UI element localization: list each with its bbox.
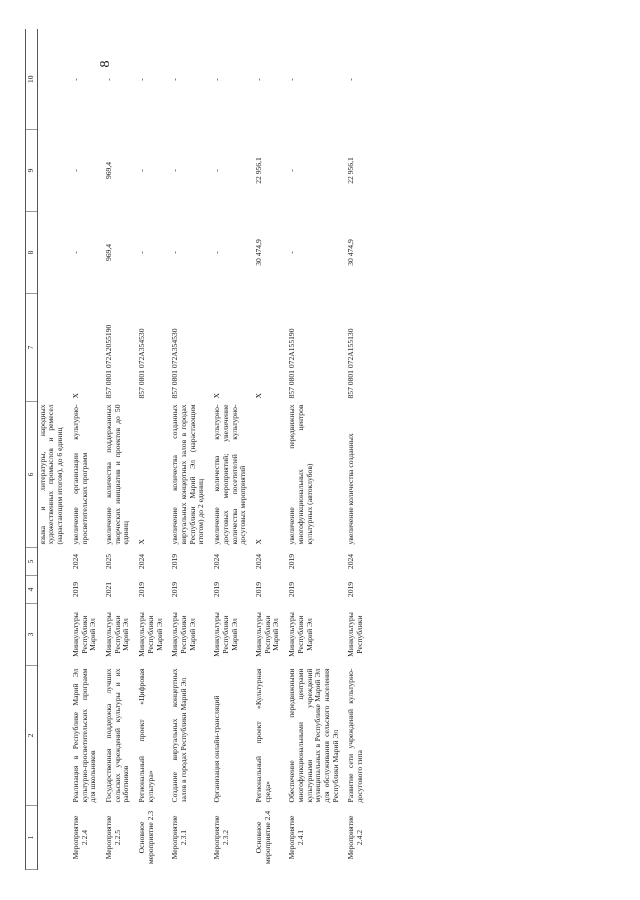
table-row (170, 30, 212, 870)
table-cell-c5: 2019 (287, 553, 297, 570)
table-cell-c4: 2019 (170, 581, 180, 598)
table-cell-c5: 2024 (70, 553, 80, 570)
table-cell-c3: Минкультуры Республики Марий Эл (103, 612, 131, 657)
table-cell-c1: Мероприятие 2.4.1 (287, 815, 305, 860)
table-cell-c8: 30 474,9 (346, 239, 356, 266)
table-cell-c6: языка и литературы, народных художественных промыслов и ремесел (нарастающим итогом), до 6 единиц (37, 404, 65, 545)
table-cell-c1: Мероприятие 2.2.5 (103, 815, 122, 860)
table-cell-c7: 857 0801 072A2055190 (103, 324, 113, 399)
table-cell-c8: 30 474,9 (254, 239, 263, 266)
table-cell-c7: X (254, 393, 263, 399)
table-cell-c2: Организация онлайн-трансляций (212, 695, 222, 803)
col-header: 5 (26, 548, 38, 576)
table-cell-c9: - (287, 169, 297, 172)
table-cell-c5: 2024 (346, 553, 356, 570)
table-cell-c3: Минкультуры Республики (346, 612, 365, 657)
table-cell-c7: X (212, 393, 222, 399)
table-cell-c3: Минкультуры Республики Марий Эл (137, 612, 164, 657)
col-header: 3 (26, 604, 38, 666)
table-cell-c4: 2019 (254, 581, 263, 598)
table-cell-c7: 857 0801 072A155130 (346, 328, 356, 399)
column-number-header (26, 30, 38, 870)
table-cell-c9: - (170, 169, 180, 172)
table-cell-c1: Основное мероприятие 2.3 (137, 810, 155, 865)
table-cell-c9: - (137, 169, 147, 172)
table-cell-c10: - (346, 78, 356, 81)
page-number: 8 (98, 60, 113, 68)
table-cell-c2: Региональный проект «Цифровая культура» (137, 668, 155, 803)
program-table (25, 30, 371, 871)
table-cell-c4: 2019 (287, 581, 297, 598)
table-cell-c10: - (287, 78, 297, 81)
table-cell-c8 (37, 212, 71, 294)
table-cell-c5: 2025 (103, 553, 113, 570)
col-header: 7 (26, 294, 38, 402)
table-row (254, 30, 287, 870)
table-cell-c6: увеличение количества созданных (346, 433, 356, 545)
table-cell-c8: - (212, 251, 222, 254)
table-cell-c10: - (103, 78, 113, 81)
table-cell-c7 (37, 294, 71, 402)
table-cell-c8: 969,4 (103, 243, 113, 262)
table-cell-c2: Развитие сети учреждений культурно-досугового типа (346, 668, 365, 803)
col-header: 2 (26, 666, 38, 806)
table-cell-c9: 22 956,1 (254, 157, 263, 184)
table-cell-c8: - (287, 251, 297, 254)
table-cell-c3: Минкультуры Республики Марий Эл (170, 612, 197, 657)
table-cell-c6: увеличение передвижных многофункциональных центров культурных (автоклубов) (287, 404, 314, 545)
col-header: 8 (26, 212, 38, 294)
col-header: 4 (26, 576, 38, 604)
table-cell-c5: 2024 (137, 553, 147, 570)
table-row (287, 30, 346, 870)
table-cell-c10: - (212, 78, 222, 81)
table-cell-c10: - (70, 78, 80, 81)
col-header: 10 (26, 30, 38, 130)
table-row (104, 30, 137, 870)
table-cell-c4: 2019 (137, 581, 147, 598)
table-cell-c1: Основное мероприятие 2.4 (254, 810, 272, 865)
table-cell-c8: - (170, 251, 180, 254)
rotated-table-sheet (25, 30, 615, 870)
table-cell-c4: 2019 (70, 581, 80, 598)
table-cell-c4 (37, 576, 71, 604)
table-cell-c8: - (70, 251, 80, 254)
table-cell-c5: 2019 (170, 553, 180, 570)
table-row (71, 30, 104, 870)
table-cell-c2: Обеспечение передвижными многофункциональными центрами культурными учреждений муниципальных в Республике Марий Эл для обслуживания сельского населения Республики Марий Эл (287, 668, 340, 803)
table-cell-c5 (37, 548, 71, 576)
table-cell-c3: Минкультуры Республики Марий Эл (70, 612, 98, 657)
table-cell-c10: - (170, 78, 180, 81)
table-cell-c6: X (137, 539, 147, 545)
table-cell-c2: Государственная поддержка лучших сельских учреждений культуры и их работников (103, 668, 131, 803)
table-cell-c1: Мероприятие 2.4.2 (346, 815, 365, 860)
table-cell-c2 (37, 666, 71, 806)
table-cell-c7: 857 0801 072A354530 (170, 328, 180, 399)
table-cell-c3: Минкультуры Республики Марий Эл (287, 612, 314, 657)
table-cell-c9: 969,4 (103, 161, 113, 180)
table-cell-c8: - (137, 251, 147, 254)
table-row (137, 30, 170, 870)
table-cell-c5: 2024 (212, 553, 222, 570)
table-cell-c6: увеличение количества поддержанных творческих инициатив и проектов до 50 единиц (103, 404, 131, 545)
table-cell-c9 (37, 130, 71, 212)
table-cell-c1: Мероприятие 2.3.1 (170, 815, 188, 860)
table-cell-c4: 2019 (212, 581, 222, 598)
table-cell-c4: 2021 (103, 581, 113, 598)
table-cell-c10: - (137, 78, 147, 81)
table-cell-c10 (37, 30, 71, 130)
table-cell-c7: 857 0801 072A354530 (137, 328, 147, 399)
col-header: 9 (26, 130, 38, 212)
table-cell-c6: увеличение количества созданных виртуальных концертных залов в городах Республики Марий Эл (нарастающим итогом) до 2 единиц (170, 404, 206, 545)
table-cell-c7: X (70, 393, 80, 399)
table-cell-c1: Мероприятие 2.3.2 (212, 815, 230, 860)
table-cell-c1: Мероприятие 2.2.4 (70, 815, 89, 860)
table-cell-c6: увеличение организации культурно-просветительских программ (70, 404, 89, 545)
table-cell-c2: Региональный проект «Культурная среда» (254, 668, 272, 803)
table-cell-c2: Создание виртуальных концертных залов в городах Республики Марий Эл (170, 668, 188, 803)
table-cell-c10: - (254, 78, 263, 81)
table-cell-c9: - (70, 169, 80, 172)
table-cell-c1 (37, 806, 71, 870)
table-cell-c4: 2019 (346, 581, 356, 598)
table-cell-c6: увеличение количества культурно-досуговых мероприятий; увеличение количества посетителей культурно-досуговых мероприятий (212, 404, 248, 545)
col-header: 1 (26, 806, 38, 870)
table-row (37, 30, 71, 870)
table-row (346, 30, 370, 870)
table-cell-c6: X (254, 539, 263, 545)
table-cell-c9: 22 956,1 (346, 157, 356, 184)
table-cell-c3 (37, 604, 71, 666)
col-header: 6 (26, 402, 38, 548)
table-cell-c3: Минкультуры Республики Марий Эл (254, 612, 281, 657)
table-cell-c9: - (212, 169, 222, 172)
table-row (212, 30, 254, 870)
table-cell-c3: Минкультуры Республики Марий Эл (212, 612, 239, 657)
table-cell-c7: 857 0801 072A155190 (287, 328, 297, 399)
table-cell-c5: 2024 (254, 553, 263, 570)
table-cell-c2: Реализация в Республике Марий Эл культурно-просветительских программ для школьников (70, 668, 98, 803)
